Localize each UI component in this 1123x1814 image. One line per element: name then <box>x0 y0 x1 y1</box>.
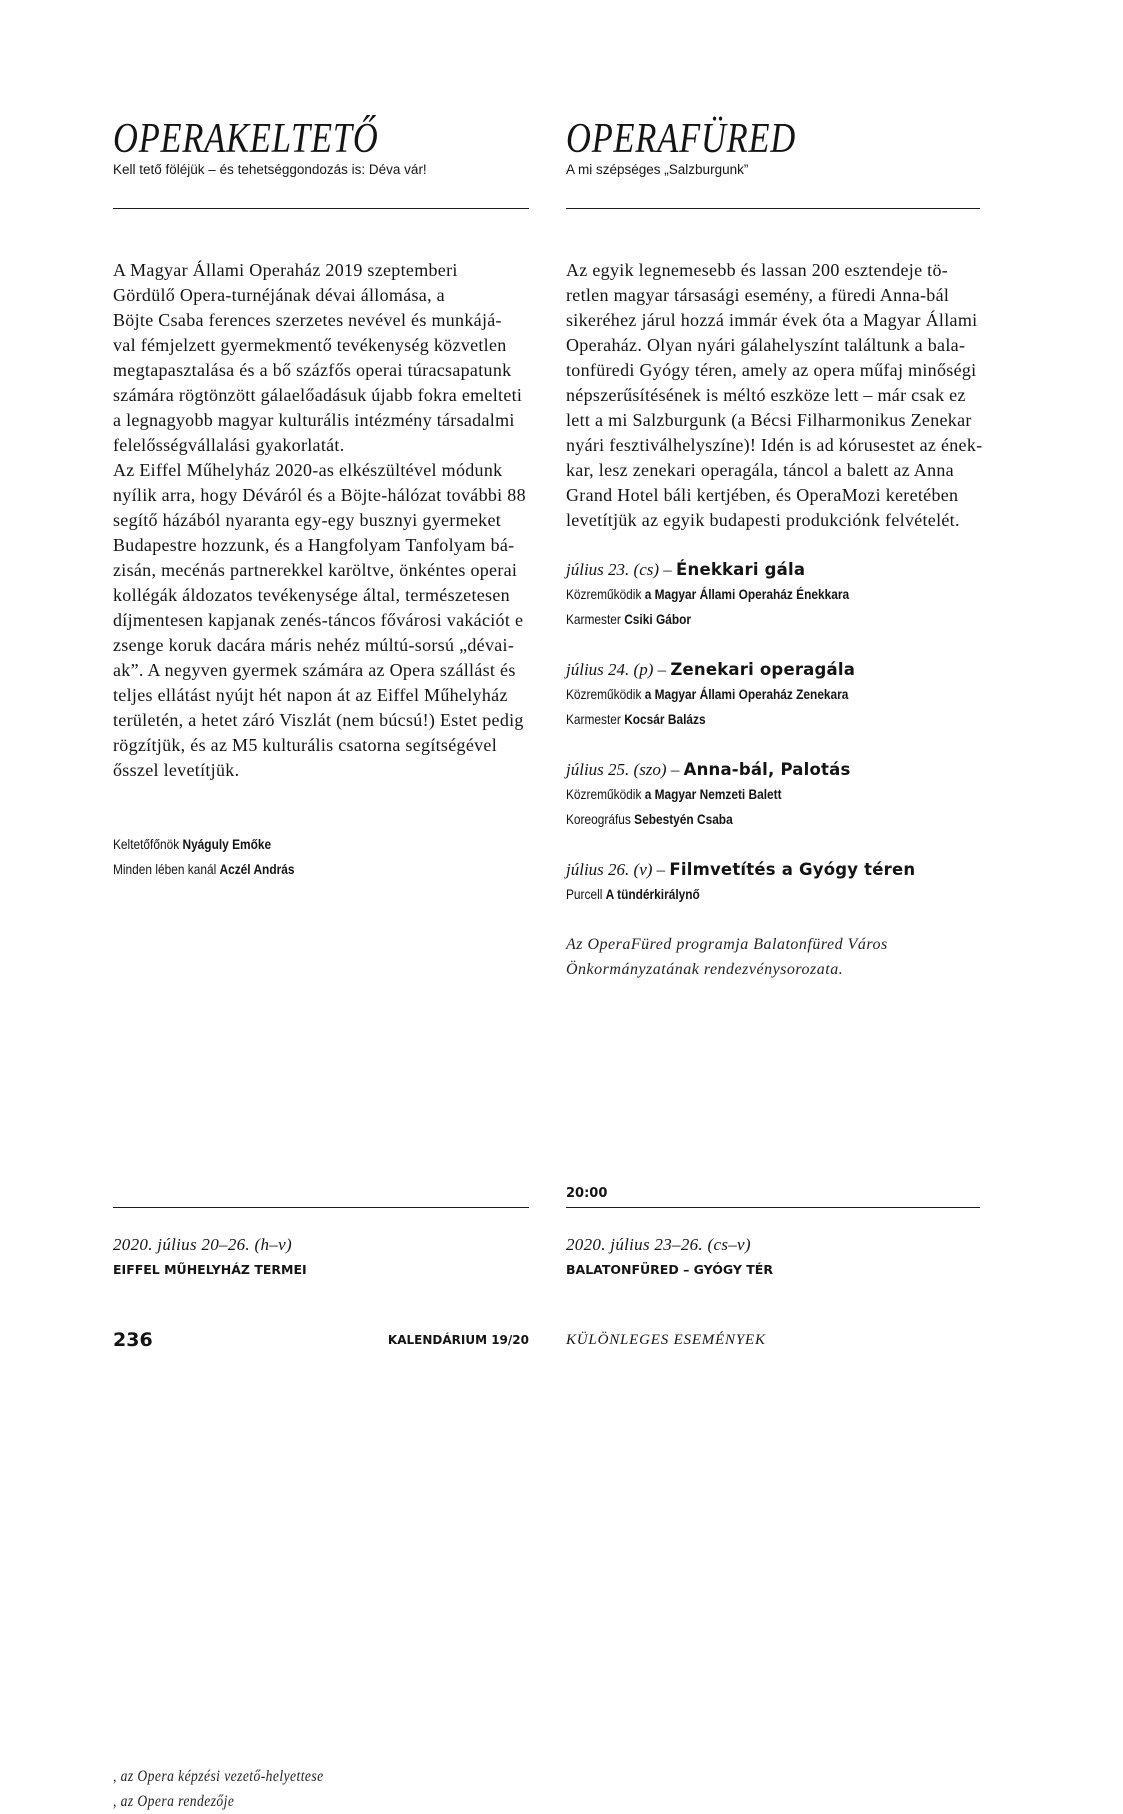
event-item <box>566 557 980 632</box>
body-line: kar, lesz zenekari operagála, táncol a balett az Anna <box>566 460 954 480</box>
body-line: val fémjelzett gyermekmentő tevékenység közvetlen <box>113 335 507 355</box>
operafured-column <box>566 0 983 1418</box>
body-line: zsenge koruk dacára máris nehéz múltú-sorsú „dévai- <box>113 635 515 655</box>
body-line: területén, a hetet záró Viszlát (nem búcsú!) Estet pedig <box>113 710 524 730</box>
credit-note: , az Opera képzési vezető-helyettese <box>113 1768 324 1785</box>
body-line: Operaház. Olyan nyári gálahelyszínt találtunk a bala- <box>566 335 966 355</box>
event-venue: BALATONFÜRED – GYÓGY TÉR <box>566 1262 773 1277</box>
event-separator: – <box>663 560 672 579</box>
body-line: Az egyik legnemesebb és lassan 200 esztendeje tö- <box>566 260 949 280</box>
event-item <box>566 857 980 907</box>
event-heading <box>566 857 980 882</box>
event-date: július 25. (szo) <box>566 760 667 779</box>
credit-name: a Magyar Állami Operaház Zenekara <box>644 686 849 702</box>
event-heading <box>566 557 980 582</box>
event-venue: EIFFEL MŰHELYHÁZ TERMEI <box>113 1262 307 1277</box>
body-text <box>113 258 526 783</box>
event-credit <box>566 807 918 832</box>
page-number: 236 <box>113 1329 153 1351</box>
body-line: sikeréhez járul hozzá immár évek óta a Magyar Állami <box>566 310 978 330</box>
body-line: Böjte Csaba ferences szerzetes nevével és munkájá- <box>113 310 502 330</box>
body-line: nyári fesztiválhelyszíne)! Idén is ad kórusestet az ének- <box>566 435 983 455</box>
section-subtitle: A mi szépséges „Salzburgunk” <box>566 162 749 177</box>
body-line: ősszel levetítjük. <box>113 760 240 780</box>
event-credit <box>566 582 918 607</box>
body-line: ak”. A negyven gyermek számára az Opera szállást és <box>113 660 516 680</box>
body-line: felelősségvállalási gyakorlatát. <box>113 435 345 455</box>
body-line: A Magyar Állami Operaház 2019 szeptemberi <box>113 260 458 280</box>
credit-role: Karmester <box>566 611 621 627</box>
body-line: Gördülő Opera-turnéjának dévai állomása, a <box>113 285 445 305</box>
section-name: KÜLÖNLEGES ESEMÉNYEK <box>566 1332 766 1348</box>
body-line: rögzítjük, és az M5 kulturális csatorna segítségével <box>113 735 497 755</box>
top-divider <box>113 208 529 209</box>
bottom-divider <box>113 1207 529 1208</box>
event-title: Zenekari operagála <box>670 660 856 679</box>
note-line: Az OperaFüred programja Balatonfüred Város <box>566 936 888 953</box>
body-line: levetítjük az egyik budapesti produkciónk felvételét. <box>566 510 960 530</box>
body-line: retlen magyar társasági esemény, a füredi Anna-bál <box>566 285 950 305</box>
body-line: megtapasztalása és a bő százfős operai túracsapatunk <box>113 360 512 380</box>
event-title: Filmvetítés a Gyógy téren <box>669 860 916 879</box>
body-line: Grand Hotel báli kertjében, és OperaMozi keretében <box>566 485 959 505</box>
operakelteto-column <box>113 0 529 1810</box>
event-credit <box>566 707 918 732</box>
event-separator: – <box>657 660 667 679</box>
body-line: lett a mi Salzburgunk (a Bécsi Filharmonikus Zenekar <box>566 410 972 430</box>
event-dates: 2020. július 23–26. (cs–v) <box>566 1235 751 1254</box>
credit-name: Sebestyén Csaba <box>634 811 733 827</box>
publication-name: KALENDÁRIUM 19/20 <box>387 1333 529 1347</box>
body-line: zisán, mecénás partnerekkel karöltve, önkéntes operai <box>113 560 518 580</box>
event-dates: 2020. július 20–26. (h–v) <box>113 1235 292 1254</box>
body-line: díjmentesen kapjanak zenés-táncos fővárosi vakációt e <box>113 610 524 630</box>
event-program <box>566 557 980 932</box>
credit-name: Kocsár Balázs <box>624 711 706 727</box>
event-date: július 23. (cs) <box>566 560 660 579</box>
section-title: OPERAFÜRED <box>566 116 797 162</box>
event-credit <box>566 607 918 632</box>
credit-name: a Magyar Nemzeti Balett <box>644 786 782 802</box>
body-line: Az Eiffel Műhelyház 2020-as elkészültével módunk <box>113 460 503 480</box>
body-line: teljes ellátást nyújt hét napon át az Eiffel Műhelyház <box>113 685 508 705</box>
credit-name: Aczél András <box>219 861 295 877</box>
event-credit <box>566 782 918 807</box>
body-line: kollégák áldozatos tevékenysége által, természetesen <box>113 585 510 605</box>
credit-role: Közreműködik <box>566 586 642 602</box>
bottom-divider <box>566 1207 980 1208</box>
event-separator: – <box>656 860 666 879</box>
section-subtitle: Kell tető föléjük – és tehetséggondozás is: Déva vár! <box>113 162 427 177</box>
event-credit <box>566 682 918 707</box>
top-divider <box>566 208 980 209</box>
body-line: segítő házából nyaranta egy-egy busznyi gyermeket <box>113 510 502 530</box>
event-item <box>566 757 980 832</box>
credit-name: Nyáguly Emőke <box>182 836 272 852</box>
note-line: Önkormányzatának rendezvénysorozata. <box>566 961 844 978</box>
event-separator: – <box>670 760 680 779</box>
credit-name: Csiki Gábor <box>624 611 692 627</box>
credit-role: Minden lében kanál <box>113 861 217 877</box>
event-credit <box>566 882 918 907</box>
body-text <box>566 258 982 533</box>
credit-role: Közreműködik <box>566 686 642 702</box>
body-line: tonfüredi Gyógy téren, amely az opera műfaj minőségi <box>566 360 977 380</box>
credit-role: Purcell <box>566 886 603 902</box>
credit-role: Karmester <box>566 711 621 727</box>
body-line: nyílik arra, hogy Déváról és a Böjte-hálózat további 88 <box>113 485 526 505</box>
body-line: népszerűsítésének is méltó eszköze lett – már csak ez <box>566 385 966 405</box>
section-title: OPERAKELTETŐ <box>113 116 379 162</box>
event-time: 20:00 <box>566 1186 608 1201</box>
body-line: számára rögtönzött gálaelőadásuk újabb fokra emelteti <box>113 385 523 405</box>
event-date: július 24. (p) <box>566 660 654 679</box>
event-title: Énekkari gála <box>676 560 806 579</box>
credit-role: Keltetőfőnök <box>113 836 180 852</box>
credit-role: Közreműködik <box>566 786 642 802</box>
event-heading <box>566 757 980 782</box>
body-line: a legnagyobb magyar kulturális intézmény társadalmi <box>113 410 515 430</box>
event-date: július 26. (v) <box>566 860 653 879</box>
body-line: Budapestre hozzunk, és a Hangfolyam Tanfolyam bá- <box>113 535 515 555</box>
event-item <box>566 657 980 732</box>
credit-name: a Magyar Állami Operaház Énekkara <box>644 586 850 602</box>
credit-role: Koreográfus <box>566 811 631 827</box>
credit-note: , az Opera rendezője <box>113 1793 235 1810</box>
credit-name: A tündérkirálynő <box>605 886 700 902</box>
program-note <box>566 932 888 982</box>
event-title: Anna-bál, Palotás <box>683 760 851 779</box>
event-heading <box>566 657 980 682</box>
